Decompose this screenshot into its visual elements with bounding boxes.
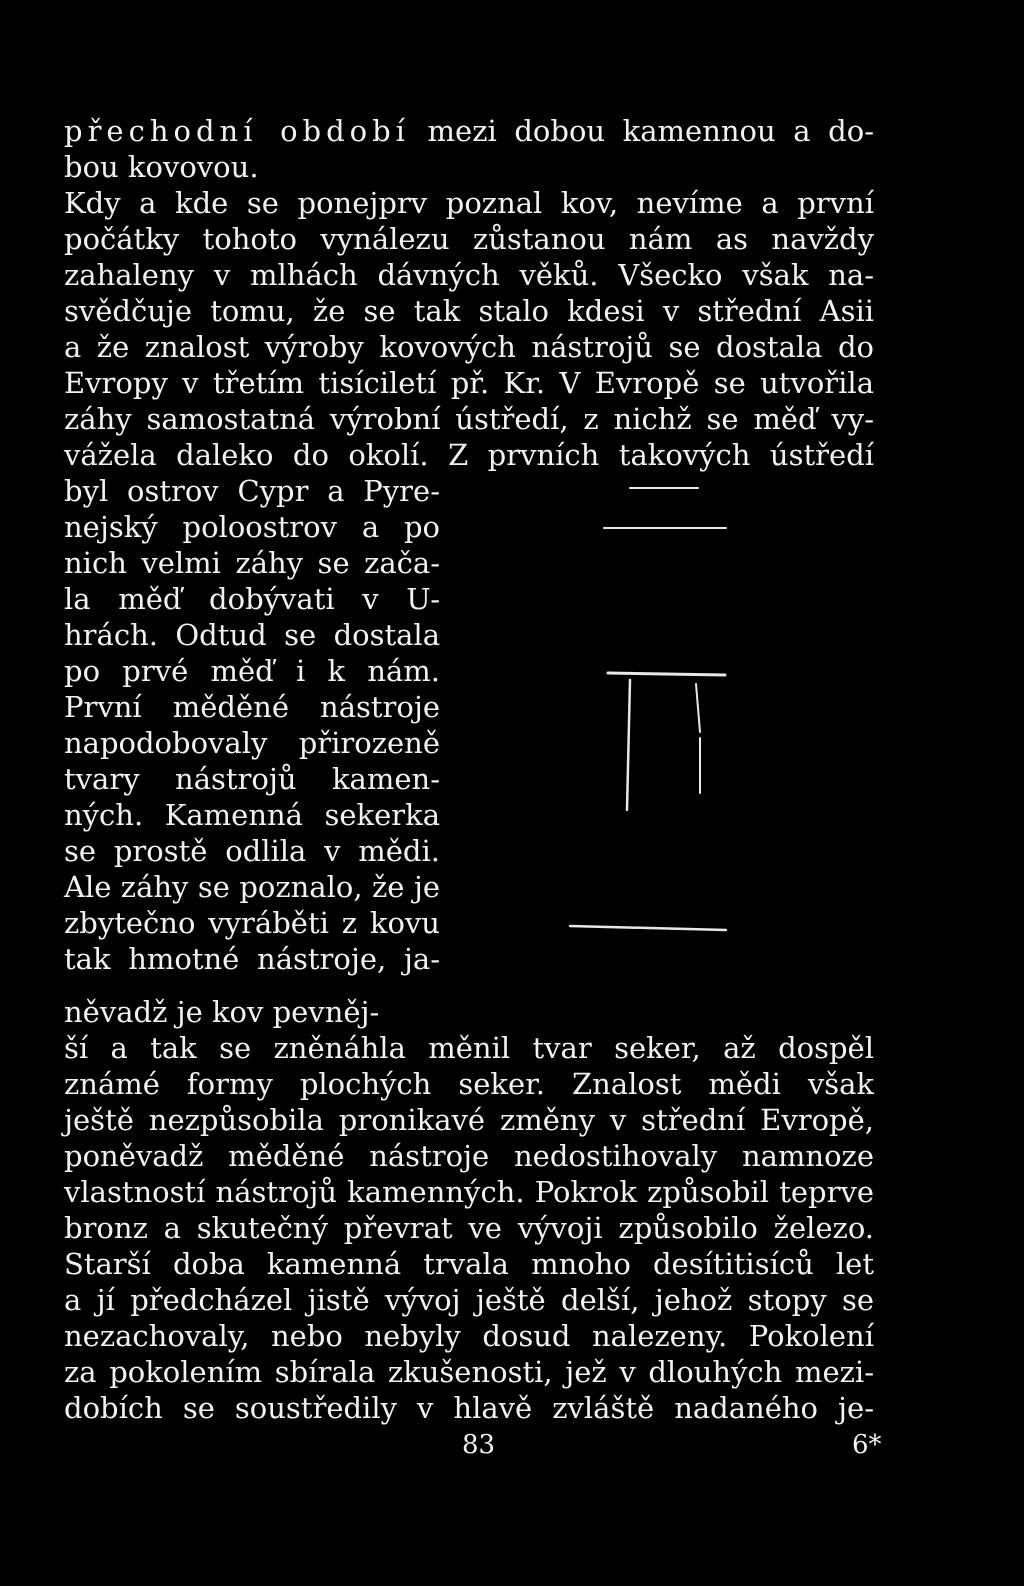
text-line-29: poněvadž měděné nástroje nedostihovaly namnoze (64, 1139, 874, 1173)
text-line-7: a že znalost výroby kovových nástrojů se dostala do (64, 330, 874, 364)
text-line-15: hrách. Odtud se dostala (64, 618, 440, 652)
axe-side-left (627, 680, 630, 810)
text-line-26: ší a tak se zněnáhla měnil tvar seker, až dospěl (64, 1031, 874, 1065)
text-line-17: První měděné nástroje (64, 690, 440, 724)
text-line-33: a jí předcházel jistě vývoj ještě delší, jehož stopy se (64, 1283, 874, 1317)
text-line-30: vlastností nástrojů kamenných. Pokrok způsobil teprve (64, 1175, 874, 1209)
text-line-16: po prvé měď i k nám. (64, 654, 440, 688)
emphasized-term: přechodní období (64, 114, 410, 148)
text-line-35: za pokolením sbírala zkušenosti, jež v dlouhých mezi- (64, 1355, 874, 1389)
signature-mark: 6* (852, 1430, 882, 1460)
text-line-14: la měď dobývati v U- (64, 582, 440, 616)
text-line-36: dobích se soustředily v hlavě zvláště nadaného je- (64, 1391, 874, 1425)
text-line-19: tvary nástrojů kamen- (64, 762, 440, 796)
text-line-13: nich velmi záhy se zača- (64, 546, 440, 580)
text-line-23: zbytečno vyráběti z kovu (64, 906, 440, 940)
text-line-5: zahaleny v mlhách dávných věků. Všecko však na- (64, 258, 874, 292)
text-line-4: počátky tohoto vynálezu zůstanou nám as navždy (64, 222, 874, 256)
text-line-31: bronz a skutečný převrat ve vývoji způsobilo železo. (64, 1211, 874, 1245)
axe-outline-bottom (570, 926, 726, 930)
text-line-1 (64, 113, 874, 149)
text-line-11: byl ostrov Cypr a Pyre- (64, 474, 440, 508)
text-line-6: svědčuje tomu, že se tak stalo kdesi v střední Asii (64, 294, 874, 328)
text-line-34: nezachovaly, nebo nebyly dosud nalezeny. Pokolení (64, 1319, 874, 1353)
text-line-3: Kdy a kde se ponejprv poznal kov, nevíme a první (64, 186, 874, 220)
text-line-18: napodobovaly přirozeně (64, 726, 440, 760)
copper-axe-illustration (560, 470, 760, 950)
page-number: 83 (462, 1430, 496, 1460)
text-line-20: ných. Kamenná sekerka (64, 798, 440, 832)
text-line-1-rest: mezi dobou kamennou a do- (409, 114, 874, 148)
text-line-12: nejský poloostrov a po (64, 510, 440, 544)
text-line-25: něvadž je kov pevněj- (64, 995, 380, 1029)
text-line-21: se prostě odlila v mědi. (64, 834, 440, 868)
text-line-8: Evropy v třetím tisíciletí př. Kr. V Evropě se utvořila (64, 366, 874, 400)
text-line-2: bou kovovou. (64, 150, 259, 184)
text-line-32: Starší doba kamenná trvala mnoho desítitisíců let (64, 1247, 874, 1281)
text-line-28: ještě nezpůsobila pronikavé změny v střední Evropě, (64, 1103, 874, 1137)
axe-side-right-upper (696, 684, 700, 732)
text-line-24: tak hmotné nástroje, ja- (64, 942, 440, 976)
text-line-10: vážela daleko do okolí. Z prvních takových ústředí (64, 438, 874, 472)
text-line-22: Ale záhy se poznalo, že je (64, 870, 440, 904)
text-line-27: známé formy plochých seker. Znalost mědi však (64, 1067, 874, 1101)
text-line-9: záhy samostatná výrobní ústředí, z nichž se měď vy- (64, 402, 874, 436)
axe-blade-edge (608, 673, 725, 675)
